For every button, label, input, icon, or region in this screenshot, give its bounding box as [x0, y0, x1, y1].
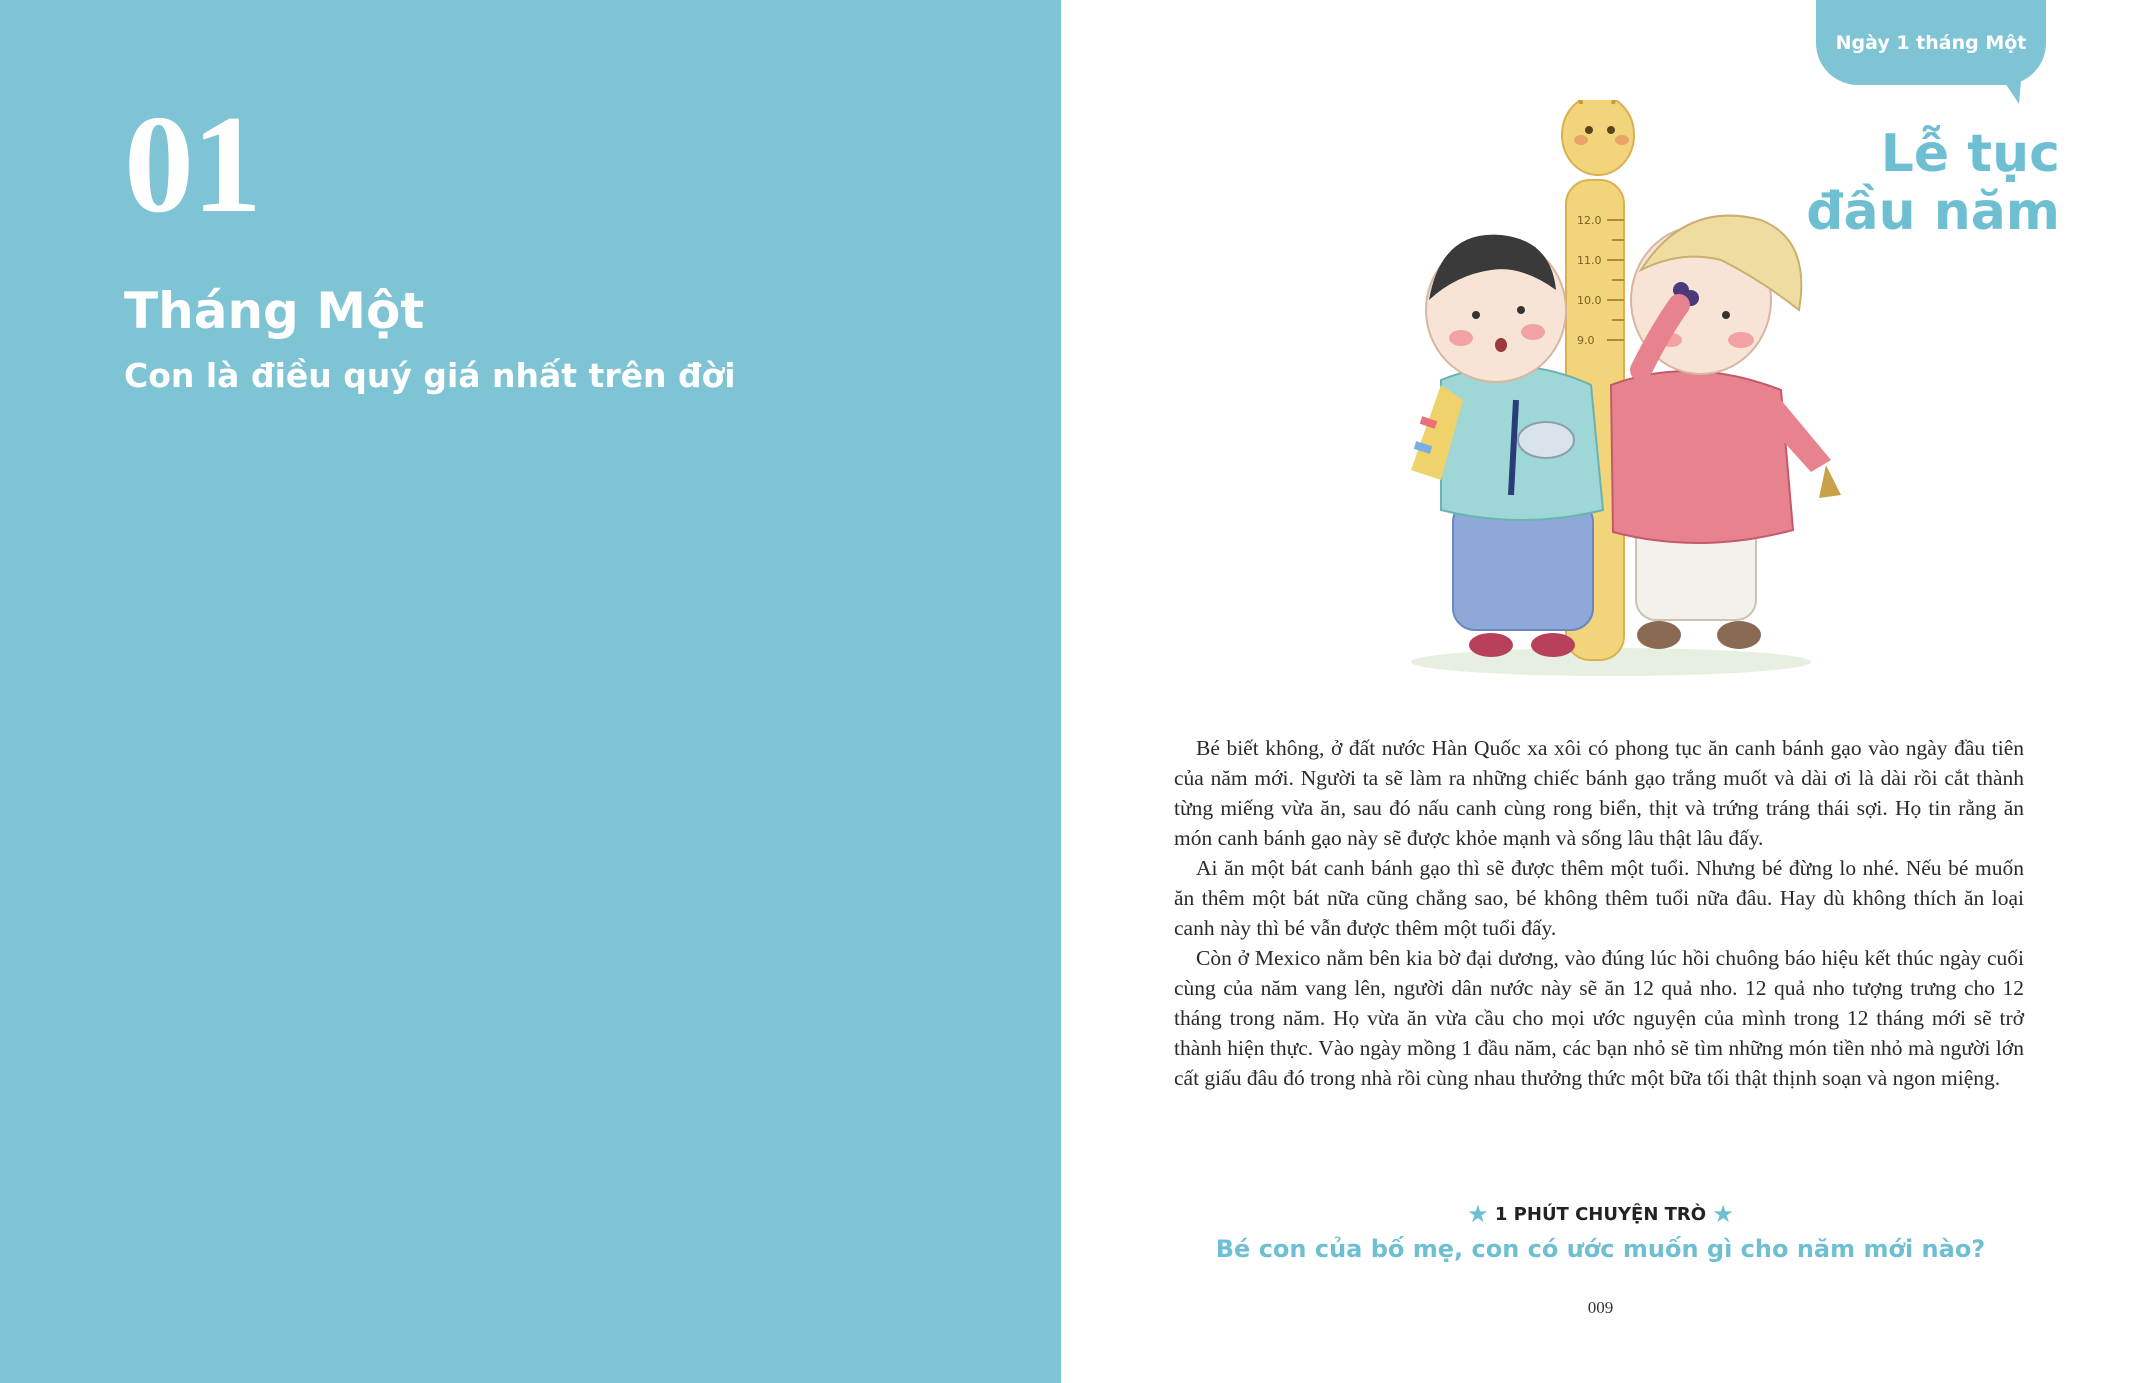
- chat-heading: [1061, 1200, 2140, 1228]
- ruler-mark: 12.0: [1577, 214, 1602, 227]
- page-number: 009: [1587, 1298, 1614, 1317]
- date-tag-bubble: [1816, 0, 2046, 85]
- chapter-number: 01: [124, 87, 260, 242]
- date-tag-label: Ngày 1 tháng Một: [1835, 31, 2027, 54]
- chapter-subtitle: Con là điều quý giá nhất trên đời: [124, 356, 736, 395]
- star-icon: ★: [1712, 1200, 1734, 1228]
- story-title-line2: đầu năm: [1806, 182, 2060, 242]
- right-page: [1061, 0, 2140, 1383]
- story-paragraph: Còn ở Mexico nằm bên kia bờ đại dương, vào đúng lúc hồi chuông báo hiệu kết thúc ngày cuối cùng của năm vang lên, người dân nước này sẽ ăn 12 quả nho. 12 quả nho tượng trưng cho 12 tháng trong năm. Họ vừa ăn vừa cầu cho mọi ước nguyện của mình trong 12 tháng mới sẽ trở thành hiện thực. Vào ngày mồng 1 đầu năm, các bạn nhỏ sẽ tìm những món tiền nhỏ mà người lớn cất giấu đâu đó trong nhà rồi cùng nhau thưởng thức một bữa tối thật thịnh soạn và ngon miệng.: [1174, 946, 2024, 1090]
- story-paragraph: Bé biết không, ở đất nước Hàn Quốc xa xôi có phong tục ăn canh bánh gạo vào ngày đầu tiên của năm mới. Người ta sẽ làm ra những chiếc bánh gạo trắng muốt và dài ơi là dài rồi cắt thành từng miếng vừa ăn, sau đó nấu canh cùng rong biển, thịt và trứng tráng thái sợi. Họ tin rằng ăn món canh bánh gạo này sẽ được khỏe mạnh và sống lâu thật lâu đấy.: [1174, 736, 2024, 850]
- chat-question: Bé con của bố mẹ, con có ước muốn gì cho năm mới nào?: [1215, 1235, 1986, 1263]
- ruler-mark: 9.0: [1577, 334, 1595, 347]
- left-page-panel: [0, 0, 1061, 1383]
- star-icon: ★: [1467, 1200, 1489, 1228]
- story-body: [1174, 733, 2024, 1093]
- story-paragraph: Ai ăn một bát canh bánh gạo thì sẽ được thêm một tuổi. Nhưng bé đừng lo nhé. Nếu bé muốn ăn thêm một bát nữa cũng chẳng sao, bé không thêm tuổi nữa đâu. Hay dù không thích ăn loại canh này thì bé vẫn được thêm một tuổi đấy.: [1174, 856, 2024, 940]
- ruler-mark: 10.0: [1577, 294, 1602, 307]
- date-tag-bubble-tail: [2003, 80, 2021, 104]
- story-title-line1: Lễ tục: [1880, 124, 2060, 184]
- chapter-title: Tháng Một: [124, 282, 425, 340]
- two-children-illustration-icon: [1341, 100, 1861, 700]
- ruler-mark: 11.0: [1577, 254, 1602, 267]
- chat-heading-label: 1 PHÚT CHUYỆN TRÒ: [1494, 1204, 1707, 1225]
- story-title: [1806, 125, 2060, 241]
